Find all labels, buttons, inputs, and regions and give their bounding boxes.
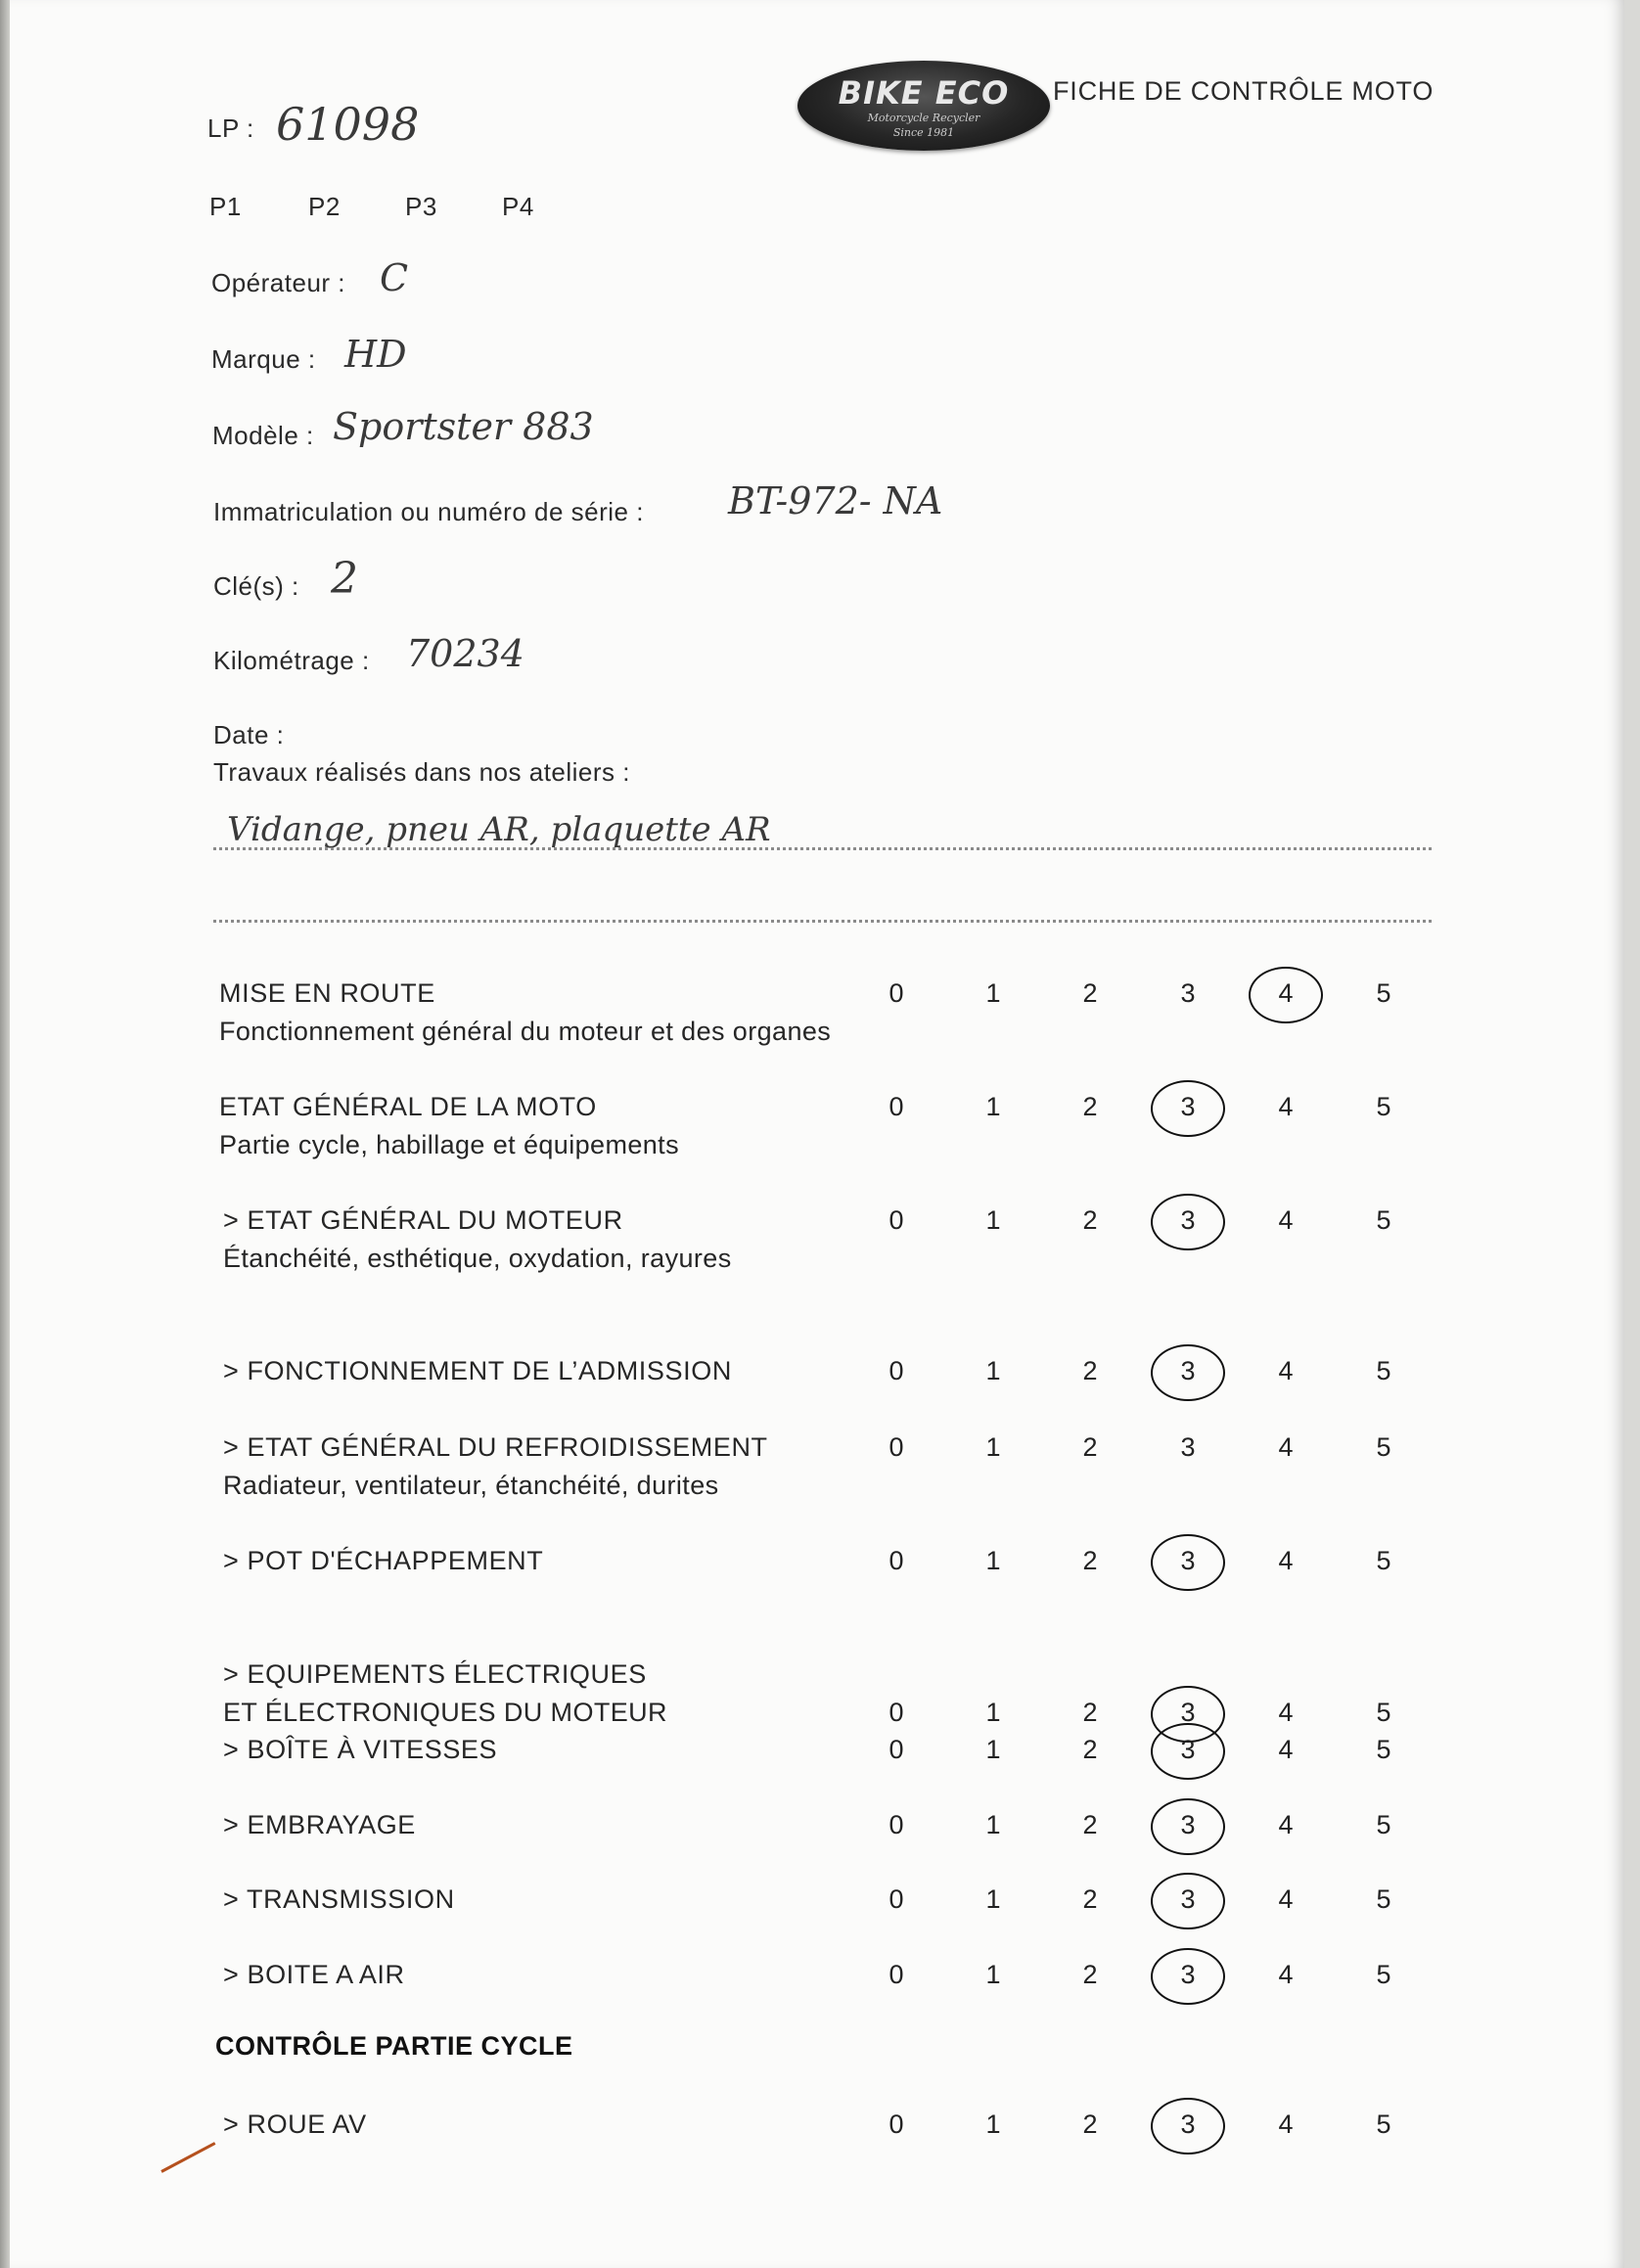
score-option-4[interactable]: 4 [1278, 1356, 1294, 1385]
score-option-5[interactable]: 5 [1376, 2109, 1391, 2139]
control-sheet [10, 0, 1624, 2268]
row-title: > EMBRAYAGE [223, 1810, 416, 1839]
score-option-1[interactable]: 1 [985, 1698, 1001, 1727]
position-p2[interactable]: P2 [308, 192, 341, 221]
score-option-3[interactable]: 3 [1180, 1884, 1196, 1914]
score-option-3[interactable]: 3 [1180, 1092, 1196, 1121]
score-option-0[interactable]: 0 [888, 1432, 904, 1462]
score-option-4[interactable]: 4 [1278, 1735, 1294, 1764]
score-option-1[interactable]: 1 [985, 1356, 1001, 1385]
score-option-1[interactable]: 1 [985, 1092, 1001, 1121]
score-option-1[interactable]: 1 [985, 1205, 1001, 1235]
marque-label: Marque : [211, 344, 316, 374]
score-option-3[interactable]: 3 [1180, 1960, 1196, 1989]
score-option-5[interactable]: 5 [1376, 1698, 1391, 1727]
row-title: MISE EN ROUTE [219, 978, 435, 1008]
row-title: ETAT GÉNÉRAL DE LA MOTO [219, 1092, 597, 1121]
score-option-4[interactable]: 4 [1278, 1960, 1294, 1989]
travaux-value[interactable]: Vidange, pneu AR, plaquette AR [227, 810, 771, 849]
bike-eco-logo [797, 61, 1050, 151]
logo-since: Since 1981 [892, 126, 955, 139]
cles-label: Clé(s) : [213, 571, 299, 601]
score-option-1[interactable]: 1 [985, 1735, 1001, 1764]
row-title: > POT D'ÉCHAPPEMENT [223, 1546, 544, 1575]
position-p1[interactable]: P1 [209, 192, 242, 221]
score-option-5[interactable]: 5 [1376, 978, 1391, 1008]
row-subtitle: Partie cycle, habillage et équipements [219, 1130, 679, 1159]
score-option-0[interactable]: 0 [888, 2109, 904, 2139]
score-option-0[interactable]: 0 [888, 1810, 904, 1839]
score-option-0[interactable]: 0 [888, 1884, 904, 1914]
score-option-3[interactable]: 3 [1180, 2109, 1196, 2139]
score-option-0[interactable]: 0 [888, 1735, 904, 1764]
score-option-4[interactable]: 4 [1278, 2109, 1294, 2139]
operateur-value[interactable]: C [380, 256, 409, 299]
score-option-4[interactable]: 4 [1278, 1432, 1294, 1462]
selected-score-circle [1249, 967, 1323, 1023]
selected-score-circle [1151, 1194, 1225, 1250]
score-option-4[interactable]: 4 [1278, 978, 1294, 1008]
selected-score-circle [1151, 1723, 1225, 1780]
row-title: > BOÎTE À VITESSES [223, 1735, 498, 1764]
selected-score-circle [1151, 1948, 1225, 2005]
logo-brand: BIKE ECO [838, 74, 1010, 112]
selected-score-circle [1151, 1534, 1225, 1591]
immatriculation-value[interactable]: BT-972- NA [728, 479, 943, 522]
score-option-1[interactable]: 1 [985, 1884, 1001, 1914]
score-option-1[interactable]: 1 [985, 1432, 1001, 1462]
score-option-3[interactable]: 3 [1180, 1735, 1196, 1764]
row-title: > ROUE AV [223, 2109, 367, 2139]
score-option-3[interactable]: 3 [1180, 1546, 1196, 1575]
score-option-4[interactable]: 4 [1278, 1546, 1294, 1575]
logo-tagline: Motorcycle Recycler [867, 112, 980, 124]
selected-score-circle [1151, 2098, 1225, 2155]
score-option-1[interactable]: 1 [985, 1546, 1001, 1575]
score-option-4[interactable]: 4 [1278, 1884, 1294, 1914]
selected-score-circle [1151, 1873, 1225, 1929]
score-option-4[interactable]: 4 [1278, 1698, 1294, 1727]
score-option-0[interactable]: 0 [888, 1546, 904, 1575]
position-p3[interactable]: P3 [405, 192, 437, 221]
date-label: Date : [213, 720, 285, 749]
selected-score-circle [1151, 1344, 1225, 1401]
row-title: > ETAT GÉNÉRAL DU REFROIDISSEMENT [223, 1432, 768, 1462]
kilometrage-value[interactable]: 70234 [406, 632, 524, 675]
page-edge [0, 0, 10, 2268]
score-option-2[interactable]: 2 [1082, 2109, 1098, 2139]
score-option-2[interactable]: 2 [1082, 1092, 1098, 1121]
score-option-2[interactable]: 2 [1082, 1884, 1098, 1914]
cles-value[interactable]: 2 [331, 554, 358, 604]
score-option-3[interactable]: 3 [1180, 1810, 1196, 1839]
travaux-line-1 [213, 847, 1432, 850]
score-option-0[interactable]: 0 [888, 1698, 904, 1727]
score-option-2[interactable]: 2 [1082, 1432, 1098, 1462]
lp-label: LP : [207, 113, 254, 143]
score-option-1[interactable]: 1 [985, 1810, 1001, 1839]
operateur-label: Opérateur : [211, 268, 346, 297]
score-option-1[interactable]: 1 [985, 1960, 1001, 1989]
score-option-2[interactable]: 2 [1082, 978, 1098, 1008]
score-option-3[interactable]: 3 [1180, 1432, 1196, 1462]
document-title: FICHE DE CONTRÔLE MOTO [1053, 76, 1435, 106]
score-option-1[interactable]: 1 [985, 2109, 1001, 2139]
row-subtitle: Fonctionnement général du moteur et des organes [219, 1017, 832, 1046]
score-option-3[interactable]: 3 [1180, 1356, 1196, 1385]
score-option-0[interactable]: 0 [888, 1356, 904, 1385]
score-option-4[interactable]: 4 [1278, 1092, 1294, 1121]
modele-label: Modèle : [212, 421, 314, 450]
selected-score-circle [1151, 1080, 1225, 1137]
row-title: > FONCTIONNEMENT DE L’ADMISSION [223, 1356, 732, 1385]
score-option-5[interactable]: 5 [1376, 1205, 1391, 1235]
score-option-3[interactable]: 3 [1180, 978, 1196, 1008]
position-p4[interactable]: P4 [502, 192, 534, 221]
score-option-2[interactable]: 2 [1082, 1356, 1098, 1385]
lp-value[interactable]: 61098 [276, 98, 420, 151]
score-option-2[interactable]: 2 [1082, 1546, 1098, 1575]
row-title: > ETAT GÉNÉRAL DU MOTEUR [223, 1205, 623, 1235]
pen-mark [160, 2142, 215, 2173]
travaux-label: Travaux réalisés dans nos ateliers : [213, 757, 631, 787]
row-title: > EQUIPEMENTS ÉLECTRIQUES [223, 1659, 647, 1689]
score-option-1[interactable]: 1 [985, 978, 1001, 1008]
row-title: > BOITE A AIR [223, 1960, 405, 1989]
score-option-5[interactable]: 5 [1376, 1432, 1391, 1462]
travaux-line-2 [213, 920, 1432, 923]
score-option-2[interactable]: 2 [1082, 1810, 1098, 1839]
row-subtitle: Étanchéité, esthétique, oxydation, rayures [223, 1244, 732, 1273]
row-subtitle: ET ÉLECTRONIQUES DU MOTEUR [223, 1698, 667, 1727]
section-partie-cycle: CONTRÔLE PARTIE CYCLE [215, 2031, 573, 2061]
score-option-0[interactable]: 0 [888, 1205, 904, 1235]
score-option-2[interactable]: 2 [1082, 1698, 1098, 1727]
score-option-5[interactable]: 5 [1376, 1810, 1391, 1839]
score-option-5[interactable]: 5 [1376, 1960, 1391, 1989]
score-option-2[interactable]: 2 [1082, 1735, 1098, 1764]
kilometrage-label: Kilométrage : [213, 646, 370, 675]
immatriculation-label: Immatriculation ou numéro de série : [213, 497, 644, 526]
score-option-0[interactable]: 0 [888, 978, 904, 1008]
score-option-0[interactable]: 0 [888, 1960, 904, 1989]
score-option-3[interactable]: 3 [1180, 1698, 1196, 1727]
selected-score-circle [1151, 1798, 1225, 1855]
score-option-5[interactable]: 5 [1376, 1092, 1391, 1121]
score-option-3[interactable]: 3 [1180, 1205, 1196, 1235]
score-option-2[interactable]: 2 [1082, 1960, 1098, 1989]
score-option-4[interactable]: 4 [1278, 1205, 1294, 1235]
score-option-5[interactable]: 5 [1376, 1884, 1391, 1914]
score-option-5[interactable]: 5 [1376, 1735, 1391, 1764]
score-option-5[interactable]: 5 [1376, 1356, 1391, 1385]
score-option-2[interactable]: 2 [1082, 1205, 1098, 1235]
marque-value[interactable]: HD [344, 333, 407, 376]
score-option-5[interactable]: 5 [1376, 1546, 1391, 1575]
row-subtitle: Radiateur, ventilateur, étanchéité, durites [223, 1471, 719, 1500]
score-option-0[interactable]: 0 [888, 1092, 904, 1121]
score-option-4[interactable]: 4 [1278, 1810, 1294, 1839]
modele-value[interactable]: Sportster 883 [333, 405, 594, 448]
row-title: > TRANSMISSION [223, 1884, 455, 1914]
